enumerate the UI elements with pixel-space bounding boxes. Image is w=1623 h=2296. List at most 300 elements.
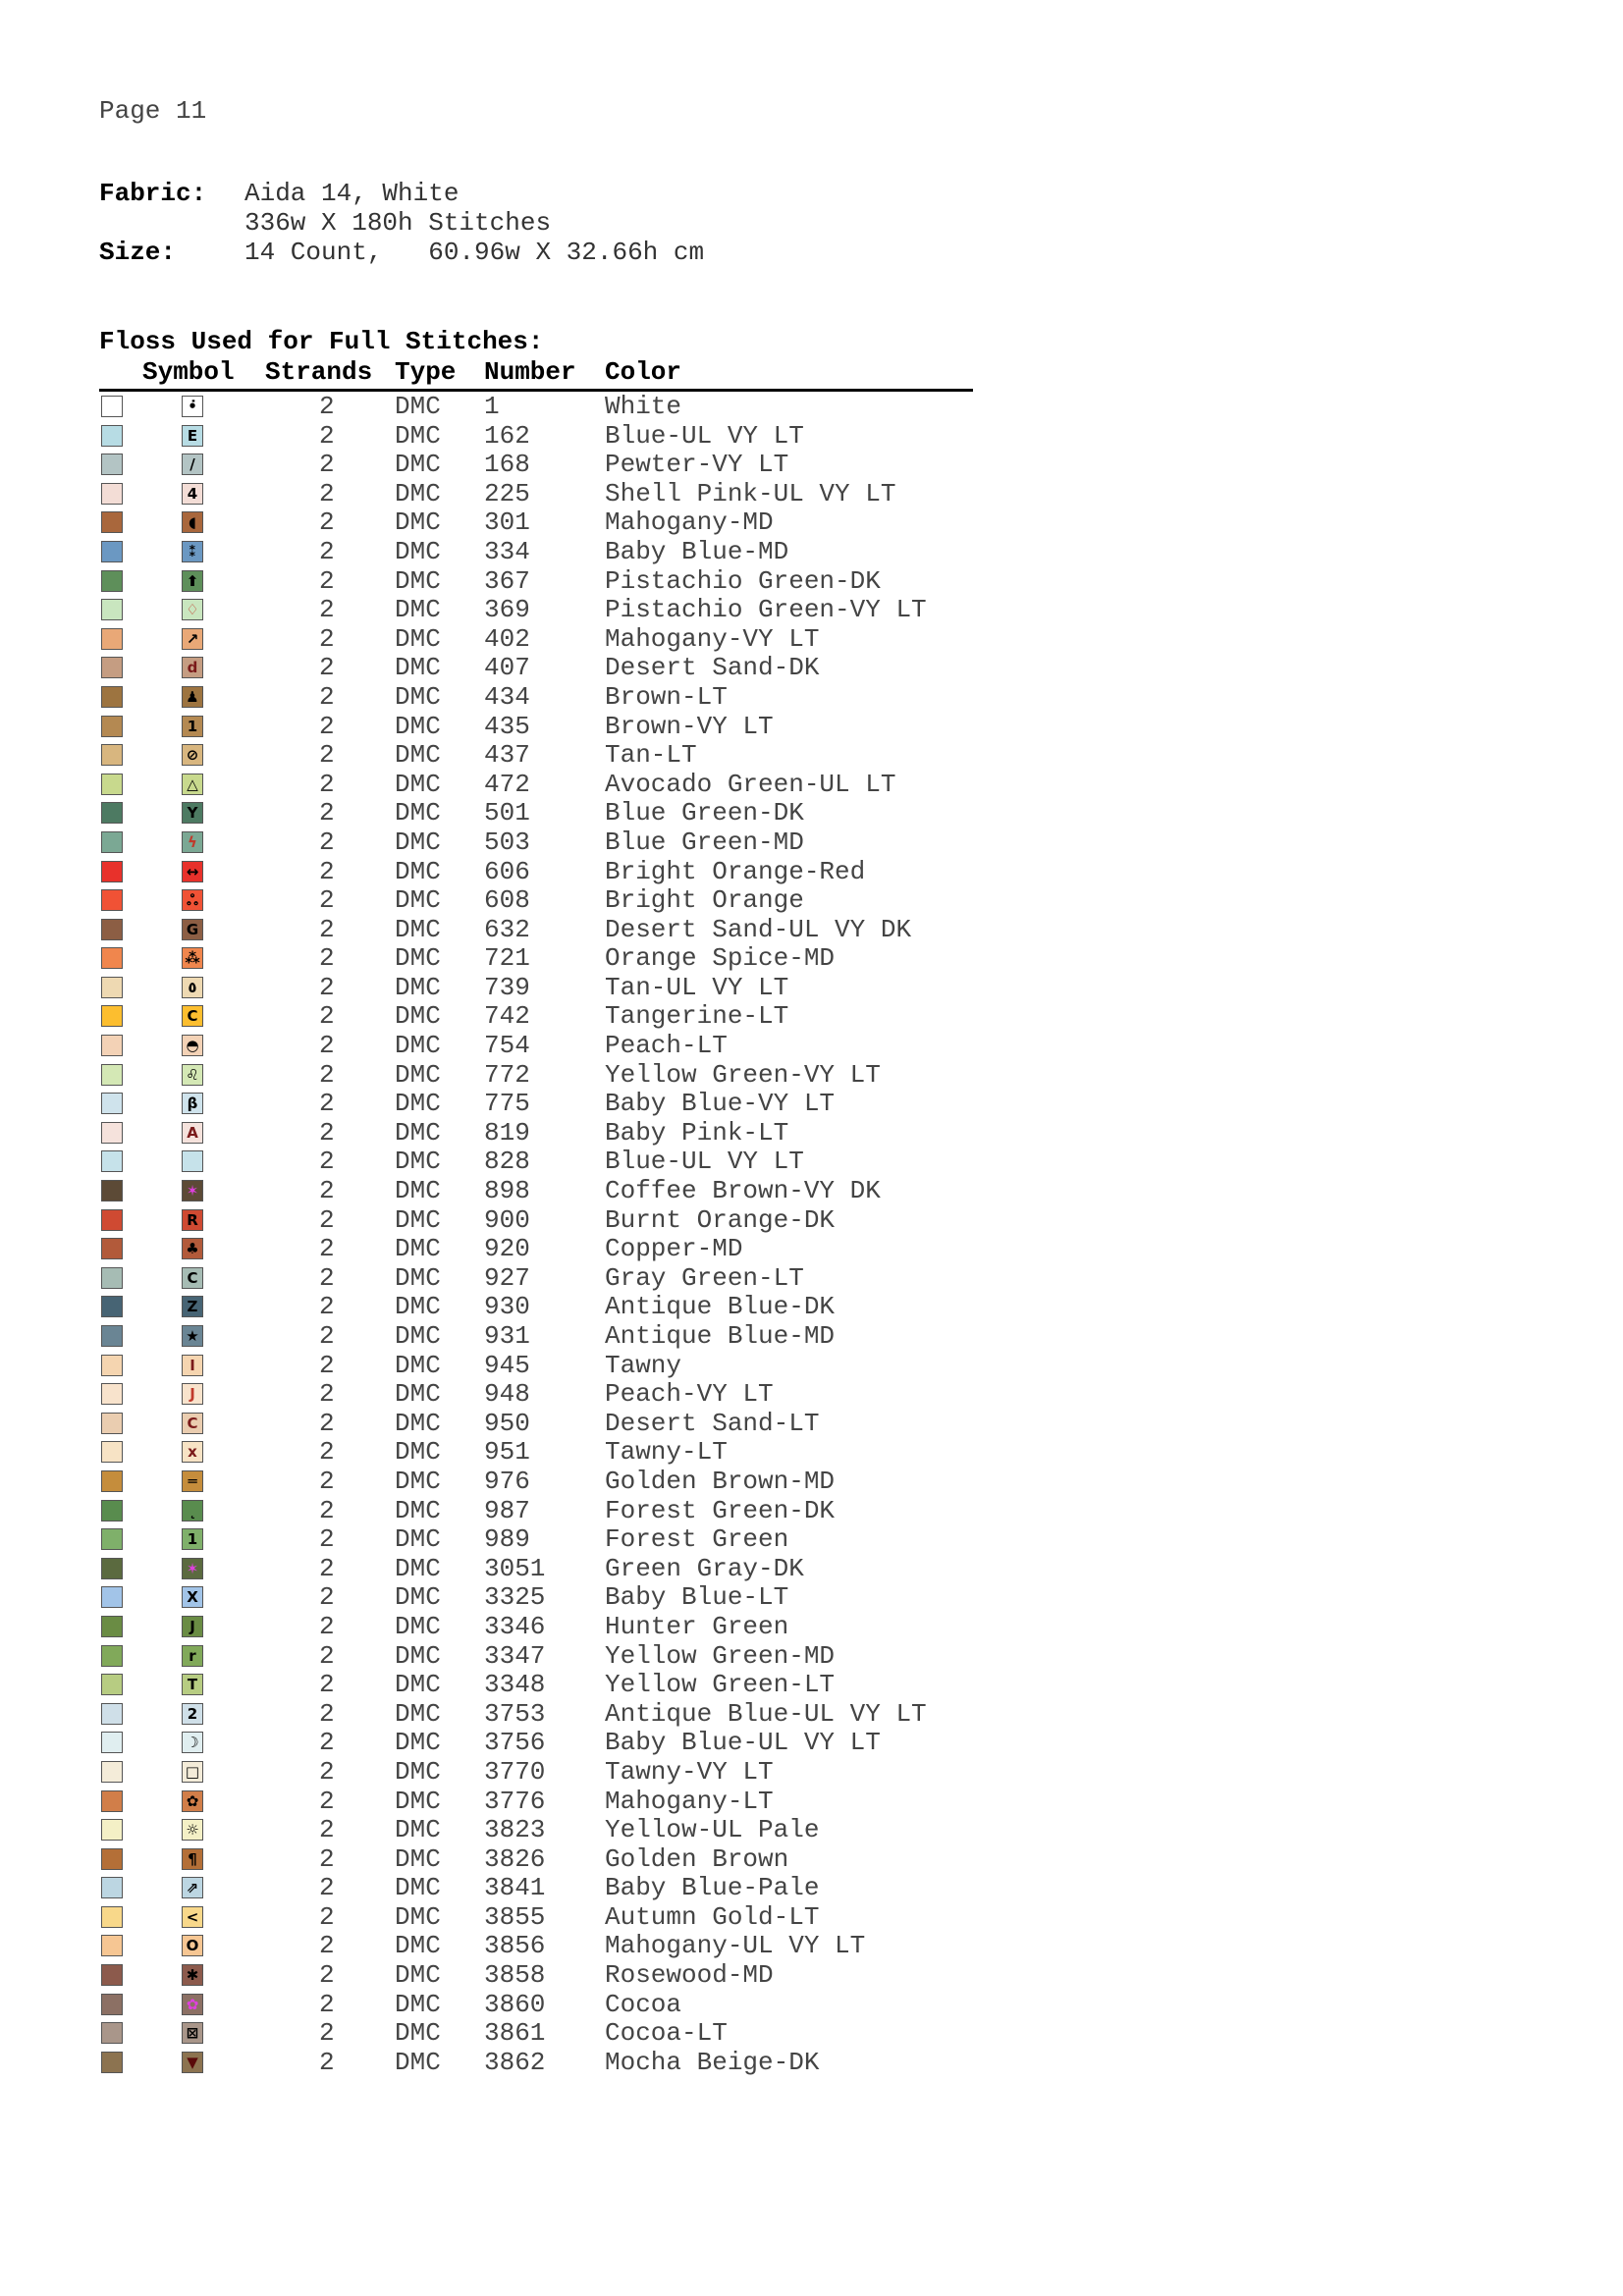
stitch-symbol-icon: < [182,1906,203,1928]
header-number: Number [484,357,576,387]
number-cell: 503 [484,827,530,857]
strands-cell: 2 [319,1292,335,1322]
type-cell: DMC [395,2047,441,2077]
color-swatch [101,1209,123,1231]
type-cell: DMC [395,1931,441,1961]
number-cell: 402 [484,623,530,654]
number-cell: 3348 [484,1670,546,1700]
color-swatch [101,1441,123,1463]
strands-cell: 2 [319,1611,335,1641]
color-swatch [101,483,123,505]
number-cell: 608 [484,885,530,916]
type-cell: DMC [395,1553,441,1583]
color-swatch [101,657,123,678]
color-swatch [101,1616,123,1637]
strands-cell: 2 [319,2047,335,2077]
color-swatch [101,1500,123,1522]
type-cell: DMC [395,1176,441,1206]
color-swatch [101,1819,123,1841]
number-cell: 819 [484,1117,530,1148]
type-cell: DMC [395,1728,441,1758]
color-name-cell: Copper-MD [605,1234,743,1264]
strands-cell: 2 [319,943,335,974]
type-cell: DMC [395,1262,441,1293]
stitch-symbol-icon: G [182,919,203,940]
stitch-symbol-icon: x [182,1441,203,1463]
type-cell: DMC [395,392,441,421]
color-swatch [101,1877,123,1898]
color-name-cell: Brown-VY LT [605,711,774,741]
stitch-symbol-icon: C [182,1413,203,1434]
color-swatch [101,1413,123,1434]
stitch-symbol-icon: J [182,1383,203,1405]
color-swatch [101,1994,123,2015]
type-cell: DMC [395,827,441,857]
number-cell: 951 [484,1437,530,1468]
stitch-symbol-icon: X [182,1586,203,1608]
strands-cell: 2 [319,565,335,596]
strands-cell: 2 [319,1786,335,1816]
strands-cell: 2 [319,1989,335,2019]
type-cell: DMC [395,1524,441,1555]
strands-cell: 2 [319,1815,335,1845]
number-cell: 739 [484,972,530,1002]
color-swatch [101,1645,123,1667]
type-cell: DMC [395,2018,441,2049]
number-cell: 742 [484,1001,530,1032]
color-name-cell: Coffee Brown-VY DK [605,1176,881,1206]
type-cell: DMC [395,1786,441,1816]
color-swatch [101,1005,123,1027]
color-name-cell: Shell Pink-UL VY LT [605,478,896,508]
stitch-symbol-icon: Z [182,1296,203,1317]
color-swatch [101,1238,123,1259]
strands-cell: 2 [319,1931,335,1961]
type-cell: DMC [395,1582,441,1613]
color-swatch [101,802,123,824]
type-cell: DMC [395,565,441,596]
color-swatch [101,947,123,969]
color-swatch [101,628,123,650]
number-cell: 3855 [484,1901,546,1932]
table-row [99,421,973,451]
type-cell: DMC [395,420,441,451]
number-cell: 931 [484,1321,530,1351]
type-cell: DMC [395,1756,441,1787]
table-row [99,1757,973,1787]
number-cell: 367 [484,565,530,596]
color-name-cell: Blue-UL VY LT [605,1147,804,1177]
strands-cell: 2 [319,420,335,451]
color-swatch [101,599,123,620]
color-swatch [101,977,123,998]
type-cell: DMC [395,1495,441,1525]
strands-cell: 2 [319,885,335,916]
number-cell: 369 [484,595,530,625]
table-row [99,915,973,944]
number-cell: 472 [484,769,530,799]
strands-cell: 2 [319,623,335,654]
color-swatch [101,1180,123,1201]
stitch-symbol-icon: β [182,1093,203,1114]
number-cell: 407 [484,653,530,683]
strands-cell: 2 [319,798,335,828]
strands-cell: 2 [319,1379,335,1410]
color-swatch [101,2022,123,2044]
type-cell: DMC [395,1059,441,1090]
strands-cell: 2 [319,1176,335,1206]
strands-cell: 2 [319,507,335,538]
table-row [99,1292,973,1321]
color-name-cell: Tawny-VY LT [605,1756,774,1787]
color-swatch [101,1848,123,1870]
stitch-symbol-icon: ✿ [182,1994,203,2015]
stitch-symbol-icon: ⊠ [182,2022,203,2044]
stitch-symbol-icon: ✶ [182,1558,203,1579]
color-swatch [101,1064,123,1086]
header-strands: Strands [265,357,373,387]
color-swatch [101,1674,123,1695]
number-cell: 301 [484,507,530,538]
table-row [99,798,973,828]
type-cell: DMC [395,972,441,1002]
color-swatch [101,511,123,533]
strands-cell: 2 [319,914,335,944]
number-cell: 632 [484,914,530,944]
type-cell: DMC [395,1873,441,1903]
number-cell: 920 [484,1234,530,1264]
table-row [99,1873,973,1902]
table-row [99,1409,973,1438]
stitches-value: 336w X 180h Stitches [244,208,552,238]
color-name-cell: Brown-LT [605,681,728,712]
color-name-cell: Blue Green-DK [605,798,804,828]
color-swatch [101,1325,123,1347]
strands-cell: 2 [319,1873,335,1903]
color-name-cell: Yellow Green-VY LT [605,1059,881,1090]
table-row [99,1263,973,1293]
stitch-symbol-icon: ⁂ [182,947,203,969]
stitch-symbol-icon: I [182,1355,203,1376]
stitch-symbol-icon: 2 [182,1703,203,1725]
stitch-symbol-icon: ↔ [182,861,203,882]
type-cell: DMC [395,1960,441,1991]
stitch-symbol-icon: ▼ [182,2052,203,2073]
number-cell: 987 [484,1495,530,1525]
color-swatch [101,396,123,417]
stitch-symbol-icon: △ [182,774,203,795]
table-row [99,973,973,1002]
strands-cell: 2 [319,1321,335,1351]
type-cell: DMC [395,536,441,566]
table-row [99,1379,973,1409]
stitch-symbol-icon: ¶ [182,1848,203,1870]
number-cell: 3841 [484,1873,546,1903]
number-cell: 3753 [484,1698,546,1729]
stitch-symbol-icon: ٥ [182,977,203,998]
number-cell: 3051 [484,1553,546,1583]
number-cell: 435 [484,711,530,741]
color-swatch [101,919,123,940]
size-row [99,238,704,267]
table-row [99,653,973,682]
color-name-cell: Baby Blue-Pale [605,1873,820,1903]
strands-cell: 2 [319,392,335,421]
number-cell: 437 [484,740,530,771]
number-cell: 775 [484,1089,530,1119]
color-name-cell: Desert Sand-LT [605,1408,820,1438]
stitch-symbol-icon: O [182,1935,203,1956]
number-cell: 3770 [484,1756,546,1787]
table-row [99,479,973,508]
number-cell: 1 [484,392,500,421]
strands-cell: 2 [319,1960,335,1991]
color-name-cell: Blue Green-MD [605,827,804,857]
number-cell: 3858 [484,1960,546,1991]
type-cell: DMC [395,1670,441,1700]
stitch-symbol-icon: R [182,1209,203,1231]
stitch-symbol-icon: □ [182,1761,203,1783]
type-cell: DMC [395,798,441,828]
stitch-symbol-icon: 1 [182,1528,203,1550]
table-row [99,1728,973,1757]
fabric-row [99,179,704,208]
strands-cell: 2 [319,1408,335,1438]
table-row [99,1902,973,1932]
table-row [99,1990,973,2019]
type-cell: DMC [395,1815,441,1845]
color-name-cell: Yellow Green-LT [605,1670,836,1700]
color-swatch [101,774,123,795]
color-name-cell: Peach-VY LT [605,1379,774,1410]
type-cell: DMC [395,1989,441,2019]
color-name-cell: Pistachio Green-VY LT [605,595,927,625]
color-name-cell: Baby Blue-UL VY LT [605,1728,881,1758]
table-row [99,566,973,596]
stitch-symbol-icon: ↗ [182,628,203,650]
number-cell: 900 [484,1204,530,1235]
table-row [99,392,973,421]
table-row [99,943,973,973]
color-name-cell: Hunter Green [605,1611,789,1641]
color-name-cell: Antique Blue-DK [605,1292,836,1322]
table-row [99,712,973,741]
strands-cell: 2 [319,1843,335,1874]
table-row [99,1612,973,1641]
stitch-symbol-icon: ☽ [182,1732,203,1753]
table-row [99,770,973,799]
stitch-symbol-icon: / [182,454,203,475]
fabric-info [99,179,704,267]
strands-cell: 2 [319,1582,335,1613]
color-swatch [101,1035,123,1056]
table-row [99,1931,973,1960]
type-cell: DMC [395,1611,441,1641]
number-cell: 606 [484,856,530,886]
type-cell: DMC [395,507,441,538]
number-cell: 501 [484,798,530,828]
table-row [99,1467,973,1496]
table-row [99,1437,973,1467]
table-row [99,1351,973,1380]
number-cell: 930 [484,1292,530,1322]
number-cell: 162 [484,420,530,451]
stitch-symbol-icon: ⁑ [182,541,203,562]
type-cell: DMC [395,1379,441,1410]
stitch-symbol-icon: ✶ [182,1180,203,1201]
stitch-symbol-icon: ◖ [182,511,203,533]
strands-cell: 2 [319,595,335,625]
floss-table-body [99,392,973,2076]
number-cell: 927 [484,1262,530,1293]
size-key: Size: [99,238,177,267]
table-row [99,1787,973,1816]
strands-cell: 2 [319,1262,335,1293]
table-row [99,682,973,712]
stitch-symbol-icon: ═ [182,1470,203,1492]
strands-cell: 2 [319,681,335,712]
stitch-symbol-icon: J [182,1616,203,1637]
number-cell: 3346 [484,1611,546,1641]
stitch-symbol-icon: ⬆ [182,570,203,592]
number-cell: 945 [484,1350,530,1380]
color-swatch [101,744,123,766]
header-type: Type [395,357,457,387]
color-swatch [101,1150,123,1172]
color-swatch [101,2052,123,2073]
color-swatch [101,1790,123,1812]
strands-cell: 2 [319,972,335,1002]
table-row [99,1321,973,1351]
table-row [99,450,973,479]
type-cell: DMC [395,1640,441,1671]
number-cell: 3776 [484,1786,546,1816]
table-row [99,1118,973,1148]
number-cell: 950 [484,1408,530,1438]
color-name-cell: Pistachio Green-DK [605,565,881,596]
color-swatch [101,1528,123,1550]
stitch-symbol-icon: 1 [182,716,203,737]
color-name-cell: Yellow-UL Pale [605,1815,820,1845]
number-cell: 168 [484,450,530,480]
color-name-cell: Bright Orange [605,885,804,916]
type-cell: DMC [395,595,441,625]
type-cell: DMC [395,1843,441,1874]
stitches-key-spacer [99,208,244,238]
color-name-cell: Mahogany-VY LT [605,623,820,654]
number-cell: 3862 [484,2047,546,2077]
table-row [99,1031,973,1060]
table-row [99,1176,973,1205]
type-cell: DMC [395,478,441,508]
color-name-cell: Tan-LT [605,740,697,771]
color-name-cell: Baby Pink-LT [605,1117,789,1148]
stitch-symbol-icon: E [182,425,203,447]
table-row [99,1960,973,1990]
color-swatch [101,1964,123,1986]
table-row [99,1496,973,1525]
color-name-cell: Bright Orange-Red [605,856,866,886]
color-swatch [101,425,123,447]
strands-cell: 2 [319,1728,335,1758]
table-row [99,1060,973,1090]
color-swatch [101,1355,123,1376]
table-row [99,624,973,654]
strands-cell: 2 [319,1756,335,1787]
type-cell: DMC [395,623,441,654]
color-swatch [101,1935,123,1956]
stitch-symbol-icon: ✱ [182,1964,203,1986]
color-name-cell: Gray Green-LT [605,1262,804,1293]
size-value: 14 Count, 60.96w X 32.66h cm [244,238,705,267]
color-swatch [101,454,123,475]
type-cell: DMC [395,1292,441,1322]
color-swatch [101,716,123,737]
type-cell: DMC [395,1001,441,1032]
color-swatch [101,1703,123,1725]
color-name-cell: Tawny [605,1350,682,1380]
strands-cell: 2 [319,1670,335,1700]
color-name-cell: Mahogany-MD [605,507,774,538]
table-row [99,1641,973,1671]
color-swatch [101,1761,123,1783]
strands-cell: 2 [319,1466,335,1496]
color-name-cell: White [605,392,682,421]
strands-cell: 2 [319,1495,335,1525]
color-name-cell: Tawny-LT [605,1437,728,1468]
table-row [99,1699,973,1729]
color-name-cell: Golden Brown-MD [605,1466,836,1496]
color-swatch [101,831,123,853]
table-row [99,857,973,886]
stitch-symbol-icon: ♟ [182,686,203,708]
fabric-value: Aida 14, White [244,179,460,208]
number-cell: 3856 [484,1931,546,1961]
strands-cell: 2 [319,1031,335,1061]
type-cell: DMC [395,1204,441,1235]
type-cell: DMC [395,943,441,974]
page-number: Page 11 [99,96,207,126]
strands-cell: 2 [319,1001,335,1032]
type-cell: DMC [395,856,441,886]
color-name-cell: Autumn Gold-LT [605,1901,820,1932]
color-swatch [101,1383,123,1405]
table-row [99,537,973,566]
color-name-cell: Mahogany-UL VY LT [605,1931,866,1961]
number-cell: 3347 [484,1640,546,1671]
number-cell: 225 [484,478,530,508]
table-row [99,1844,973,1874]
color-name-cell: Burnt Orange-DK [605,1204,836,1235]
stitches-row [99,208,704,238]
table-row [99,507,973,537]
stitch-symbol-icon: T [182,1674,203,1695]
table-row [99,885,973,915]
strands-cell: 2 [319,1437,335,1468]
color-name-cell: Baby Blue-VY LT [605,1089,836,1119]
color-name-cell: Desert Sand-UL VY DK [605,914,912,944]
type-cell: DMC [395,885,441,916]
stitch-symbol-icon: ♣ [182,1238,203,1259]
color-swatch [101,861,123,882]
color-name-cell: Pewter-VY LT [605,450,789,480]
type-cell: DMC [395,914,441,944]
strands-cell: 2 [319,740,335,771]
strands-cell: 2 [319,1640,335,1671]
number-cell: 3826 [484,1843,546,1874]
floss-table-header [99,357,973,392]
type-cell: DMC [395,1698,441,1729]
